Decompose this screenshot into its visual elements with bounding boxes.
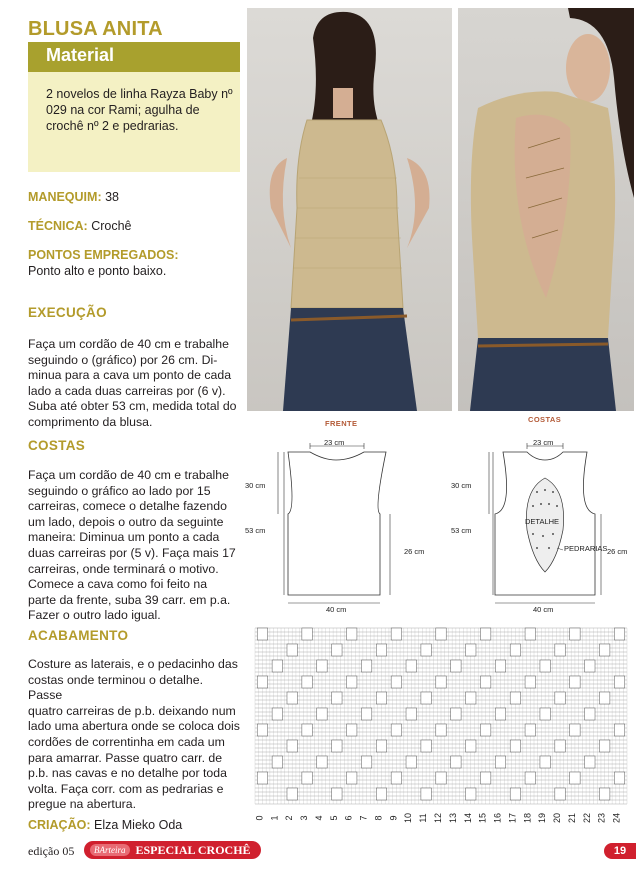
manequim-line — [28, 190, 119, 204]
chart-motif-block — [421, 644, 431, 656]
execucao-line: comprimento da blusa. — [28, 414, 153, 429]
chart-motif-block — [599, 644, 609, 656]
criacao-value: Elza Mieko Oda — [93, 818, 183, 832]
chart-motif-block — [421, 788, 431, 800]
chart-motif-block — [510, 740, 520, 752]
chart-motif-block — [480, 724, 490, 736]
chart-motif-block — [585, 660, 595, 672]
costas-title: COSTAS — [28, 438, 86, 453]
chart-motif-block — [466, 644, 476, 656]
front-total-dim: 53 cm — [245, 526, 266, 535]
chart-motif-block — [480, 628, 490, 640]
chart-motif-block — [347, 724, 357, 736]
chart-motif-block — [540, 660, 550, 672]
chart-motif-block — [361, 660, 371, 672]
acabamento-line: lado uma abertura onde se coloca dois — [28, 719, 240, 734]
footer-edition: edição 05 — [28, 844, 75, 858]
chart-column-number: 11 — [418, 813, 429, 823]
chart-motif-block — [525, 676, 535, 688]
back-total-dim: 53 cm — [451, 526, 472, 535]
manequim-value: 38 — [105, 190, 119, 204]
material-box — [28, 72, 240, 172]
criacao-line — [28, 818, 182, 832]
back-armhole-dim: 30 cm — [451, 481, 472, 490]
model-back-illustration — [458, 8, 634, 411]
costas-line: duas carreiras por (5 v). Faça mais 17 — [28, 545, 236, 560]
costas-line: maneira: Diminua um ponto a cada — [28, 530, 220, 545]
front-bottom-dim: 40 cm — [326, 605, 347, 614]
model-front-illustration — [247, 8, 452, 411]
chart-motif-block — [495, 660, 505, 672]
chart-motif-block — [406, 708, 416, 720]
chart-motif-block — [451, 660, 461, 672]
chart-motif-block — [599, 740, 609, 752]
chart-motif-block — [585, 708, 595, 720]
chart-column-number: 16 — [492, 812, 503, 824]
chart-motif-block — [570, 628, 580, 640]
chart-motif-block — [406, 756, 416, 768]
costas-text — [28, 468, 240, 624]
chart-motif-block — [272, 756, 282, 768]
chart-motif-block — [302, 676, 312, 688]
chart-column-number: 13 — [447, 812, 458, 824]
material-text: 2 novelos de linha Rayza Baby nº 029 na cor Rami; agulha de crochê nº 2 e pedrarias. — [46, 87, 233, 133]
chart-motif-block — [480, 676, 490, 688]
acabamento-text — [28, 657, 240, 813]
chart-motif-block — [376, 788, 386, 800]
execucao-line: minua para a cava um ponto de cada — [28, 368, 232, 383]
chart-column-number: 5 — [328, 815, 339, 821]
chart-motif-block — [510, 644, 520, 656]
chart-motif-block — [555, 740, 565, 752]
acabamento-title: ACABAMENTO — [28, 628, 129, 643]
chart-motif-block — [570, 772, 580, 784]
chart-column-number: 21 — [566, 812, 577, 824]
back-beads-label: PEDRARIAS — [564, 544, 608, 553]
costas-line: seguindo o gráfico ao lado por 15 — [28, 483, 211, 498]
execucao-title: EXECUÇÃO — [28, 305, 107, 320]
material-header — [28, 42, 240, 72]
chart-motif-block — [555, 788, 565, 800]
chart-motif-block — [525, 628, 535, 640]
chart-motif-block — [510, 692, 520, 704]
chart-motif-block — [391, 724, 401, 736]
chart-column-number: 12 — [433, 812, 443, 824]
chart-motif-block — [332, 788, 342, 800]
costas-line: Faça um cordão de 40 cm e trabalhe — [28, 468, 229, 482]
chart-motif-block — [287, 692, 297, 704]
chart-motif-block — [287, 788, 297, 800]
chart-motif-block — [436, 772, 446, 784]
chart-motif-block — [272, 660, 282, 672]
acabamento-line: quatro carreiras de p.b. deixando num — [28, 703, 236, 718]
pontos-value: Ponto alto e ponto baixo. — [28, 264, 167, 278]
chart-motif-block — [302, 772, 312, 784]
chart-column-number: 23 — [596, 812, 607, 824]
chart-motif-block — [466, 692, 476, 704]
acabamento-line: volta. Faça corr. com as pedrarias e — [28, 781, 224, 796]
chart-motif-block — [317, 660, 327, 672]
back-schematic — [445, 430, 640, 620]
chart-column-number: 1 — [269, 815, 280, 821]
crochet-chart — [247, 622, 633, 834]
chart-column-number: 8 — [373, 815, 384, 821]
chart-column-number: 17 — [507, 812, 518, 824]
chart-motif-block — [406, 660, 416, 672]
chart-column-number: 14 — [462, 812, 473, 824]
chart-motif-block — [614, 772, 624, 784]
chart-column-number: 19 — [537, 812, 548, 824]
chart-motif-block — [257, 628, 267, 640]
chart-column-number: 4 — [313, 815, 324, 821]
chart-motif-block — [257, 676, 267, 688]
chart-motif-block — [525, 772, 535, 784]
chart-motif-block — [436, 676, 446, 688]
execucao-line: lado a cada duas carreiras por (6 v). — [28, 383, 226, 398]
chart-motif-block — [599, 692, 609, 704]
pontos-label: PONTOS EMPREGADOS: — [28, 248, 179, 262]
chart-column-number: 20 — [552, 812, 563, 824]
back-detail-label: DETALHE — [525, 517, 560, 526]
chart-column-number: 22 — [581, 812, 592, 824]
front-top-dim: 23 cm — [324, 438, 345, 447]
chart-motif-block — [451, 708, 461, 720]
chart-motif-block — [361, 708, 371, 720]
tecnica-value: Crochê — [91, 219, 132, 233]
chart-motif-block — [347, 676, 357, 688]
chart-motif-block — [317, 708, 327, 720]
chart-column-number: 0 — [254, 815, 265, 821]
front-schematic — [240, 430, 440, 620]
costas-line: carreiras, onde terminará o motivo. — [28, 561, 219, 576]
acabamento-line: costas onde terminou o detalhe. Passe — [28, 672, 204, 703]
chart-motif-block — [599, 788, 609, 800]
chart-motif-block — [570, 676, 580, 688]
chart-motif-block — [332, 740, 342, 752]
chart-column-number: 9 — [388, 815, 399, 821]
front-diagram-title: FRENTE — [325, 419, 358, 428]
costas-line: Fazer o outro lado igual. — [28, 608, 161, 623]
chart-motif-block — [555, 692, 565, 704]
chart-motif-block — [257, 724, 267, 736]
back-side-dim: 26 cm — [607, 547, 628, 556]
chart-motif-block — [361, 756, 371, 768]
chart-motif-block — [347, 628, 357, 640]
costas-line: um lado, depois o outro da seguinte — [28, 514, 224, 529]
chart-motif-block — [287, 644, 297, 656]
acabamento-line: Costure as laterais, e o pedacinho das — [28, 657, 238, 671]
chart-motif-block — [272, 708, 282, 720]
chart-motif-block — [510, 788, 520, 800]
execucao-line: Suba até obter 53 cm, medida total do — [28, 399, 237, 414]
chart-column-number: 24 — [611, 812, 622, 824]
material-label: Material — [46, 45, 115, 65]
front-side-dim: 26 cm — [404, 547, 425, 556]
chart-motif-block — [376, 644, 386, 656]
page-title: BLUSA ANITA — [28, 18, 163, 40]
tecnica-label: TÉCNICA: — [28, 219, 88, 233]
acabamento-line: pregue na abertura. — [28, 797, 137, 812]
brand-logo-small: BArteira — [90, 844, 130, 856]
chart-motif-block — [421, 740, 431, 752]
acabamento-line: cordões de correntinha em cada um — [28, 734, 225, 749]
chart-motif-block — [302, 724, 312, 736]
chart-column-number: 18 — [522, 812, 533, 824]
chart-motif-block — [376, 692, 386, 704]
execucao-line: seguindo o (gráfico) por 26 cm. Di- — [28, 352, 218, 367]
chart-motif-block — [614, 676, 624, 688]
chart-motif-block — [570, 724, 580, 736]
chart-motif-block — [540, 756, 550, 768]
manequim-label: MANEQUIM: — [28, 190, 102, 204]
chart-motif-block — [540, 708, 550, 720]
front-photo — [247, 8, 452, 411]
chart-motif-block — [480, 772, 490, 784]
execucao-line: Faça um cordão de 40 cm e trabalhe — [28, 337, 229, 351]
chart-motif-block — [495, 708, 505, 720]
costas-line: Comece a cava como foi feito na — [28, 577, 208, 592]
chart-motif-block — [585, 756, 595, 768]
page-number: 19 — [604, 843, 636, 859]
front-armhole-dim: 30 cm — [245, 481, 266, 490]
chart-motif-block — [302, 628, 312, 640]
costas-line: carreiras, comece o detalhe fazendo — [28, 499, 227, 514]
chart-motif-block — [466, 788, 476, 800]
chart-motif-block — [391, 676, 401, 688]
chart-motif-block — [555, 644, 565, 656]
chart-motif-block — [332, 644, 342, 656]
back-photo — [458, 8, 634, 411]
chart-motif-block — [451, 756, 461, 768]
chart-column-number: 7 — [358, 815, 369, 821]
back-diagram-title: COSTAS — [528, 415, 562, 424]
chart-motif-block — [287, 740, 297, 752]
chart-motif-block — [347, 772, 357, 784]
chart-motif-block — [257, 772, 267, 784]
brand-title: ESPECIAL CROCHÊ — [135, 842, 251, 857]
chart-column-number: 2 — [284, 815, 295, 821]
acabamento-line: p.b. nas cavas e no detalhe por toda — [28, 766, 227, 781]
tecnica-line — [28, 219, 132, 233]
chart-motif-block — [614, 724, 624, 736]
chart-motif-block — [332, 692, 342, 704]
chart-column-number: 10 — [403, 812, 414, 824]
pontos-heading — [28, 248, 178, 262]
chart-motif-block — [614, 628, 624, 640]
chart-motif-block — [525, 724, 535, 736]
chart-motif-block — [436, 628, 446, 640]
back-top-dim: 23 cm — [533, 438, 554, 447]
chart-column-number: 3 — [299, 815, 310, 821]
criacao-label: CRIAÇÃO: — [28, 818, 91, 832]
acabamento-line: para amarrar. Passe quatro carr. de — [28, 750, 223, 765]
chart-motif-block — [421, 692, 431, 704]
chart-motif-block — [495, 756, 505, 768]
chart-motif-block — [391, 628, 401, 640]
chart-motif-block — [317, 756, 327, 768]
chart-motif-block — [376, 740, 386, 752]
chart-motif-block — [466, 740, 476, 752]
costas-line: parte da frente, suba 39 carr. em p.a. — [28, 592, 231, 607]
back-bottom-dim: 40 cm — [533, 605, 554, 614]
chart-motif-block — [391, 772, 401, 784]
chart-motif-block — [436, 724, 446, 736]
chart-column-number: 15 — [477, 812, 488, 824]
execucao-text — [28, 337, 240, 431]
chart-column-number: 6 — [343, 815, 354, 821]
footer-brand — [84, 841, 261, 859]
